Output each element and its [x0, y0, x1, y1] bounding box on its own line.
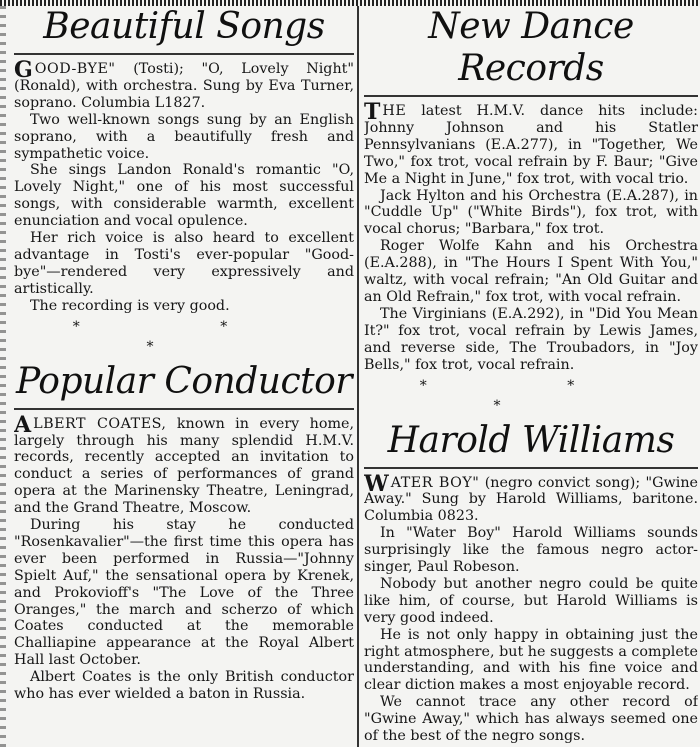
article-popular-conductor [14, 361, 354, 703]
body-paragraph: In "Water Boy" Harold Williams sounds surprisingly like the famous negro actor-singer, Paul Robeson. [364, 525, 698, 576]
column-divider [357, 6, 359, 747]
body-paragraph: Jack Hylton and his Orchestra (E.A.287), in "Cuddle Up" ("White Birds"), fox trot, with vocal chorus; "Barbara," fox trot. [364, 187, 698, 238]
headline-harold-williams: Harold Williams [387, 419, 675, 461]
headline-rule [364, 95, 698, 97]
body-paragraph: Nobody but another negro could be quite like him, of course, but Harold Williams is very good indeed. [364, 575, 698, 626]
left-column [14, 6, 354, 747]
body-paragraph: Albert Coates is the only British conductor who has ever wielded a baton in Russia. [14, 669, 354, 703]
lead-caps: ATER BOY" [390, 474, 480, 491]
headline-new-dance-records: New Dance Records [428, 6, 634, 89]
lead-text: known in every home, largely through his many splendid H.M.V. records, recently accepted an invitation to conduct a series of performances of grand opera at the Marinensky Theatre, Leningrad, and the Grand Theatre, Moscow. [14, 415, 354, 517]
body-paragraph: We cannot trace any other record of "Gwine Away," which has always seemed one of the best of the negro songs. [364, 694, 698, 745]
left-margin-strip [0, 6, 6, 747]
lead-paragraph [14, 57, 354, 112]
lead-paragraph [364, 470, 698, 526]
section-stars: * * * [72, 318, 296, 355]
drop-cap: G [14, 57, 33, 83]
lead-caps: HE [382, 103, 407, 119]
body-paragraph: Her rich voice is also heard to excellent advantage in Tosti's ever-popular "Good-bye"—rendered very expressively and artistically. [14, 230, 354, 297]
drop-cap: W [364, 470, 389, 497]
body-paragraph: Roger Wolfe Kahn and his Orchestra (E.A.288), in "The Hours I Spent With You," waltz, with vocal refrain; "An Old Guitar and an Old Refrain," fox trot, with vocal refrain. [364, 238, 698, 305]
headline-rule [14, 408, 354, 410]
headline-beautiful-songs: Beautiful Songs [43, 6, 325, 47]
body-paragraph: During his stay he conducted "Rosenkavalier"—the first time this opera has ever been performed in Russia—"Johnny Spielt Auf," the sensational opera by Krenek, and Prokovioff's "The Love of the Three Oranges," the march and scherzo of which Coates conducted at the memorable Challiapine appearance at the Royal Albert Hall last October. [14, 517, 354, 669]
headline-popular-conductor: Popular Conductor [16, 360, 352, 402]
lead-paragraph [364, 99, 698, 188]
section-stars: * * * [419, 377, 643, 414]
drop-cap: A [14, 411, 32, 438]
lead-text: (Tosti); "O, Lovely Night" (Ronald), with orchestra. Sung by Eva Turner, soprano. Columbia L1827. [14, 61, 354, 111]
lead-text: latest H.M.V. dance hits include: Johnny Johnson and his Statler Pennsylvanians (E.A.277), in "Together, We Two," fox trot, vocal refrain by F. Baur; "Give Me a Night in June," fox trot, with vocal trio. [364, 103, 698, 187]
body-paragraph: He is not only happy in obtaining just the right atmosphere, but he suggests a complete understanding, and with his fine voice and clear diction makes a most enjoyable record. [364, 626, 698, 694]
article-beautiful-songs [14, 6, 354, 357]
body-paragraph: Two well-known songs sung by an English soprano, with a beautifully fresh and sympathetic voice. [14, 111, 354, 162]
lead-text: (negro convict song); "Gwine Away." Sung by Harold Williams, baritone. Columbia 0823. [364, 474, 698, 525]
lead-caps: OOD-BYE" [34, 61, 116, 77]
body-paragraph: She sings Landon Ronald's romantic "O, Lovely Night," one of his most successful songs, with considerable warmth, excellent enunciation and vocal opulence. [14, 162, 354, 230]
article-new-dance-records [364, 6, 698, 416]
right-column [364, 6, 698, 747]
lead-paragraph [14, 411, 354, 517]
body-paragraph: The recording is very good. [30, 297, 230, 314]
drop-cap: T [364, 99, 381, 125]
headline-rule [14, 53, 354, 55]
headline-rule [364, 467, 698, 469]
body-paragraph: The Virginians (E.A.292), in "Did You Mean It?" fox trot, vocal refrain by Lewis James, and reverse side, The Troubadors, in "Joy Bells," fox trot, vocal refrain. [364, 305, 698, 373]
article-harold-williams [364, 420, 698, 746]
lead-caps: LBERT COATES, [33, 415, 167, 432]
